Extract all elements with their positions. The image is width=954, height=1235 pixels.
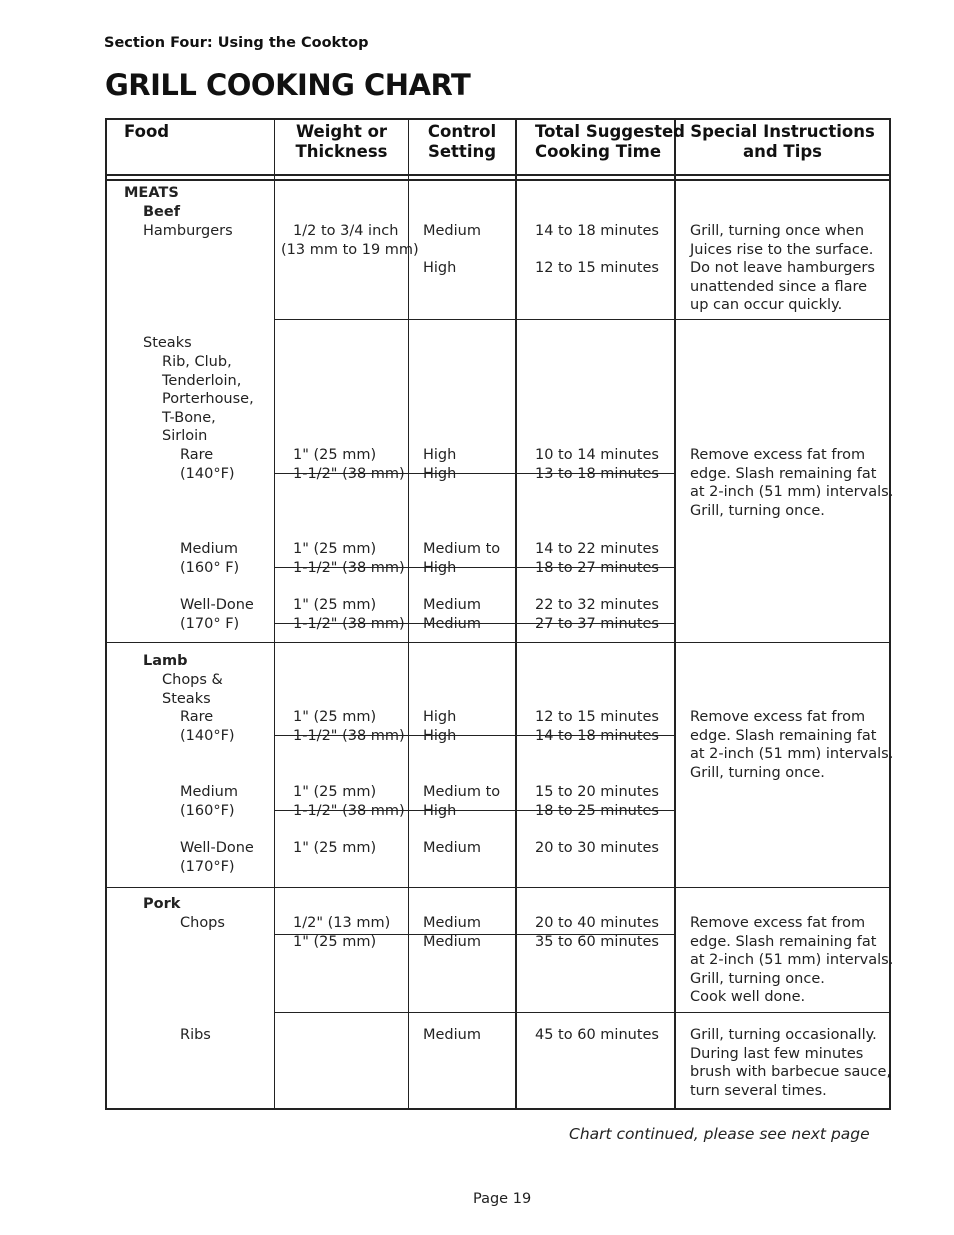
cut-name: Porterhouse, bbox=[162, 391, 254, 408]
setting-value: Medium bbox=[423, 616, 481, 632]
lamb-cut: Steaks bbox=[162, 691, 211, 707]
weight-value: 1" (25 mm) bbox=[293, 709, 377, 725]
tips-line: at 2-inch (51 mm) intervals. bbox=[690, 746, 894, 763]
doneness-temp: (170°F) bbox=[180, 859, 235, 875]
tips-line: Grill, turning once when bbox=[690, 223, 865, 239]
table-border-bottom bbox=[105, 1108, 891, 1110]
time-value: 45 to 60 minutes bbox=[535, 1027, 659, 1043]
setting-value: Medium to bbox=[423, 784, 501, 800]
cut-name: Sirloin bbox=[162, 428, 208, 445]
weight-value: (13 mm to 19 mm) bbox=[281, 242, 419, 258]
tips-line: Grill, turning once. bbox=[690, 764, 825, 781]
time-value: 14 to 22 minutes bbox=[535, 541, 659, 557]
page-number: Page 19 bbox=[473, 1191, 532, 1207]
tips-text bbox=[690, 1026, 891, 1100]
setting-value: High bbox=[423, 560, 457, 576]
row-separator bbox=[274, 319, 891, 320]
table-border-left bbox=[105, 118, 107, 1110]
doneness-temp: (160° F) bbox=[180, 560, 240, 576]
weight-value: 1-1/2" (38 mm) bbox=[293, 728, 405, 744]
time-value: 12 to 15 minutes bbox=[535, 260, 659, 276]
steak-cuts bbox=[162, 353, 254, 446]
doneness-rare: Rare bbox=[180, 709, 214, 725]
lamb-cut: Chops & bbox=[162, 672, 223, 688]
tips-line: During last few minutes bbox=[690, 1045, 864, 1062]
food-ribs: Ribs bbox=[180, 1027, 211, 1043]
setting-value: Medium bbox=[423, 1027, 481, 1043]
tips-line: edge. Slash remaining fat bbox=[690, 933, 877, 950]
doneness-well: Well-Done bbox=[180, 840, 254, 856]
setting-value: Medium bbox=[423, 223, 481, 239]
header-rule bbox=[105, 174, 891, 176]
header-control bbox=[409, 122, 515, 162]
tips-text bbox=[690, 708, 893, 782]
header-food: Food bbox=[124, 122, 170, 141]
time-value: 13 to 18 minutes bbox=[535, 466, 659, 482]
tips-text bbox=[690, 446, 893, 520]
time-value: 18 to 27 minutes bbox=[535, 560, 659, 576]
table-border-top bbox=[105, 118, 891, 120]
weight-value: 1" (25 mm) bbox=[293, 934, 377, 950]
row-separator bbox=[105, 642, 891, 643]
header-time-line2: Cooking Time bbox=[535, 142, 662, 161]
setting-value: Medium bbox=[423, 840, 481, 856]
row-separator bbox=[105, 887, 891, 888]
time-value: 14 to 18 minutes bbox=[535, 223, 659, 239]
time-value: 12 to 15 minutes bbox=[535, 709, 659, 725]
tips-line: at 2-inch (51 mm) intervals. bbox=[690, 952, 894, 969]
time-value: 22 to 32 minutes bbox=[535, 597, 659, 613]
header-weight bbox=[275, 122, 408, 162]
time-value: 14 to 18 minutes bbox=[535, 728, 659, 744]
subcategory-pork: Pork bbox=[143, 896, 181, 912]
row-separator bbox=[274, 1012, 891, 1013]
header-control-line1: Control bbox=[427, 122, 497, 141]
weight-value: 1" (25 mm) bbox=[293, 447, 377, 463]
subcategory-lamb: Lamb bbox=[143, 653, 188, 669]
grill-cooking-table bbox=[105, 118, 894, 1110]
tips-line: Grill, turning once. bbox=[690, 970, 825, 987]
tips-line: Grill, turning occasionally. bbox=[690, 1027, 877, 1043]
header-time bbox=[535, 122, 685, 162]
doneness-temp: (140°F) bbox=[180, 728, 235, 744]
tips-line: at 2-inch (51 mm) intervals. bbox=[690, 484, 894, 501]
header-rule bbox=[105, 179, 891, 181]
weight-value: 1" (25 mm) bbox=[293, 840, 377, 856]
doneness-medium: Medium bbox=[180, 784, 238, 800]
tips-line: brush with barbecue sauce, bbox=[690, 1064, 892, 1081]
tips-line: Juices rise to the surface. bbox=[690, 241, 874, 258]
column-divider bbox=[674, 118, 676, 1110]
doneness-well: Well-Done bbox=[180, 597, 254, 613]
tips-line: Do not leave hamburgers bbox=[690, 260, 875, 277]
subcategory-beef: Beef bbox=[143, 204, 181, 220]
weight-value: 1-1/2" (38 mm) bbox=[293, 466, 405, 482]
doneness-rare: Rare bbox=[180, 447, 214, 463]
setting-value: High bbox=[423, 803, 457, 819]
setting-value: Medium bbox=[423, 597, 481, 613]
weight-value: 1/2 to 3/4 inch bbox=[293, 223, 399, 239]
setting-value: Medium to bbox=[423, 541, 501, 557]
setting-value: Medium bbox=[423, 915, 481, 931]
weight-value: 1-1/2" (38 mm) bbox=[293, 803, 405, 819]
header-tips bbox=[676, 122, 889, 162]
tips-line: Remove excess fat from bbox=[690, 447, 866, 463]
tips-line: turn several times. bbox=[690, 1082, 827, 1099]
setting-value: High bbox=[423, 260, 457, 276]
column-divider bbox=[274, 118, 275, 1110]
weight-value: 1-1/2" (38 mm) bbox=[293, 560, 405, 576]
header-control-line2: Setting bbox=[427, 142, 497, 161]
time-value: 20 to 40 minutes bbox=[535, 915, 659, 931]
doneness-temp: (140°F) bbox=[180, 466, 235, 482]
setting-value: High bbox=[423, 466, 457, 482]
doneness-medium: Medium bbox=[180, 541, 238, 557]
weight-value: 1" (25 mm) bbox=[293, 541, 377, 557]
header-tips-line1: Special Instructions bbox=[690, 122, 875, 141]
food-chops: Chops bbox=[180, 915, 225, 931]
weight-value: 1" (25 mm) bbox=[293, 597, 377, 613]
food-hamburgers: Hamburgers bbox=[143, 223, 233, 239]
time-value: 35 to 60 minutes bbox=[535, 934, 659, 950]
tips-text bbox=[690, 222, 875, 315]
time-value: 10 to 14 minutes bbox=[535, 447, 659, 463]
time-value: 15 to 20 minutes bbox=[535, 784, 659, 800]
doneness-temp: (160°F) bbox=[180, 803, 235, 819]
setting-value: Medium bbox=[423, 934, 481, 950]
column-divider bbox=[408, 118, 409, 1110]
header-tips-line2: and Tips bbox=[743, 142, 822, 161]
cut-name: T-Bone, bbox=[162, 409, 216, 426]
tips-text bbox=[690, 914, 893, 1007]
tips-line: Grill, turning once. bbox=[690, 502, 825, 519]
weight-value: 1/2" (13 mm) bbox=[293, 915, 391, 931]
time-value: 20 to 30 minutes bbox=[535, 840, 659, 856]
weight-value: 1-1/2" (38 mm) bbox=[293, 616, 405, 632]
header-time-line1: Total Suggested bbox=[535, 122, 685, 141]
page-title: GRILL COOKING CHART bbox=[105, 68, 471, 102]
cut-name: Tenderloin, bbox=[162, 372, 242, 389]
header-weight-line1: Weight or bbox=[295, 122, 388, 141]
tips-line: up can occur quickly. bbox=[690, 297, 843, 314]
tips-line: edge. Slash remaining fat bbox=[690, 465, 877, 482]
continued-note: Chart continued, please see next page bbox=[569, 1125, 870, 1143]
header-weight-line2: Thickness bbox=[295, 142, 388, 161]
tips-line: unattended since a flare bbox=[690, 278, 868, 295]
tips-line: Remove excess fat from bbox=[690, 915, 866, 931]
tips-line: Cook well done. bbox=[690, 989, 806, 1006]
column-divider bbox=[515, 118, 517, 1110]
food-steaks: Steaks bbox=[143, 335, 192, 351]
time-value: 27 to 37 minutes bbox=[535, 616, 659, 632]
tips-line: Remove excess fat from bbox=[690, 709, 866, 725]
weight-value: 1" (25 mm) bbox=[293, 784, 377, 800]
time-value: 18 to 25 minutes bbox=[535, 803, 659, 819]
section-header: Section Four: Using the Cooktop bbox=[104, 35, 369, 51]
setting-value: High bbox=[423, 709, 457, 725]
tips-line: edge. Slash remaining fat bbox=[690, 727, 877, 744]
setting-value: High bbox=[423, 728, 457, 744]
category-meats: MEATS bbox=[124, 185, 179, 201]
cut-name: Rib, Club, bbox=[162, 354, 232, 370]
doneness-temp: (170° F) bbox=[180, 616, 240, 632]
setting-value: High bbox=[423, 447, 457, 463]
